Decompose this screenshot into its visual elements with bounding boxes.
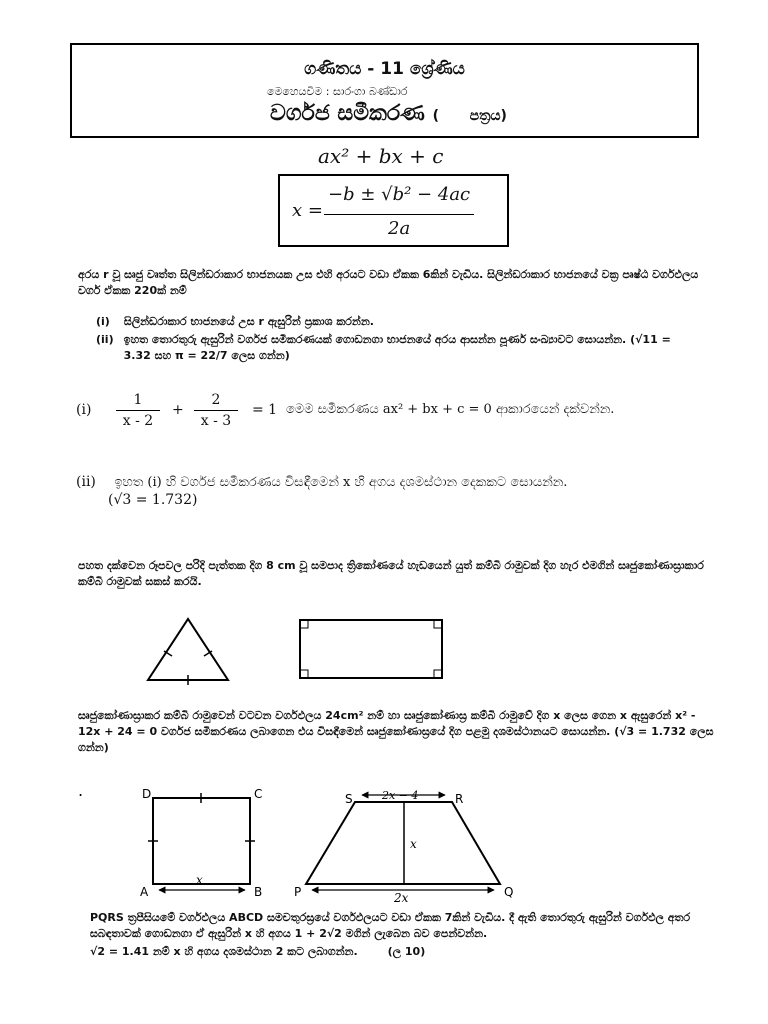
q2-equals: = 1	[252, 402, 278, 418]
q2-ii-note: (√3 = 1.732)	[108, 492, 198, 508]
stray-dot: .	[78, 781, 84, 800]
subject-title: ගණිතය - 11 ශ්‍රේණිය	[304, 59, 465, 79]
q1-ii-label: (ii)	[96, 333, 114, 346]
label-bottom-length: 2x	[394, 891, 409, 905]
formula-denominator: 2a	[388, 218, 411, 239]
label-S: S	[345, 792, 353, 806]
q2-frac1-den: x - 2	[122, 413, 154, 429]
trapezium-pqrs	[294, 789, 513, 905]
teacher-line: මෙහෙයවීම : සාරංගා බණ්ඩාර	[267, 85, 408, 98]
wire-rectangle	[300, 620, 442, 678]
title-text: වර්ගජ සමීකරණ	[270, 101, 425, 126]
label-Q: Q	[504, 885, 514, 899]
formula-numerator: −b ± √b² − 4ac	[328, 184, 471, 205]
label-C: C	[254, 787, 263, 801]
q2-frac2-den: x - 3	[200, 413, 232, 429]
formula-x: x =	[292, 200, 323, 221]
q2-frac2-num: 2	[211, 392, 221, 408]
label-D: D	[142, 787, 152, 801]
q2-plus: +	[172, 402, 184, 418]
q2-i-text: මෙම සමීකරණය ax² + bx + c = 0 ආකාරයෙන් දක්වන්න.	[286, 402, 615, 417]
q1-i-label: (i)	[96, 315, 110, 328]
general-form: ax² + bx + c	[318, 144, 444, 168]
q2-ii-text: ඉහත (i) හි වර්ගජ සමීකරණය විසඳීමෙන් x හි අගය දශමස්ථාන දෙකකට සොයන්න.	[114, 475, 568, 490]
equilateral-triangle	[148, 619, 228, 685]
q5-note: √2 = 1.41 නම් x හි අගය දශමස්ථාන 2 කට ලබාගන්න.	[90, 945, 358, 958]
q4-text: සෘජුකෝණාස්‍රාකර කම්බි රාමුවෙන් වටවන වර්ගඵලය 24cm² නම් හා සෘජුකෝණාස්‍ර කම්බි රාමුවේ දිග x ලෙස ගෙන x ඇසුරෙන් x² - 12x + 24 = 0 වර්ගජ සමීකරණය ලබාගෙන එය විසඳීමෙන් සෘජුකෝණාස්‍රයේ දිග පළමු දශමස්ථානයට සොයන්න. (√3 = 1.732 ලෙස ගන්න)	[78, 709, 714, 754]
label-A: A	[140, 885, 149, 899]
paper-label: පත්‍රය)	[469, 108, 507, 124]
label-P: P	[294, 885, 302, 899]
label-R: R	[455, 792, 464, 806]
square-abcd	[140, 787, 262, 899]
q3-text: පහත දක්වෙන රූපවල පරිදි පැත්තක දිග 8 cm වූ සමපාද ත්‍රිකෝණයේ හැඩයෙන් යුත් කම්බි රාමුවක් දිග හැර එමගින් සෘජුකෝණාස්‍රාකාර කම්බි රාමුවක් සකස් කරයි.	[78, 559, 704, 588]
q1-text: අරය r වූ සෘජු වෘත්ත සිලින්ඩරාකාර භාජනයක උස එහි අරයට වඩා ඒකක 6කින් වැඩිය. සිලින්ඩරාකාර භාජනයේ වක්‍ර පෘෂ්ඨ වර්ගඵලය වර්ග ඒකක 220ක් නම්	[78, 268, 699, 297]
q5-ref: (ල 10)	[387, 945, 426, 958]
label-height: x	[410, 837, 417, 851]
q1-ii-text: ඉහත තොරතුරු ඇසුරින් වර්ගජ සමීකරණයක් ගොඩනගා භාජනයේ අරය ආසන්න පූර්ණ සංඛ්‍යාවට සොයන්න. (√11 = 3.32 සහ π = 22/7 ලෙස ගන්න)	[123, 333, 671, 362]
q2-frac1-num: 1	[133, 392, 143, 408]
q2-i-label: (i)	[76, 402, 92, 418]
label-x-square: x	[196, 873, 203, 887]
q5-main: PQRS ත්‍රපීසියමේ වර්ගඵලය ABCD සමචතුරස්‍රයේ වර්ගඵලයට වඩා ඒකක 7කින් වැඩිය. දී ඇති තොරතුරු ඇසුරින් වර්ගඵල අතර සබඳතාවක් ගොඩනගා ඒ ඇසුරින් x හි අගය 1 + 2√2 මගින් ලැබෙන බව පෙන්වන්න.	[90, 911, 691, 940]
q2-ii-label: (ii)	[76, 474, 96, 490]
label-top-length: 2x − 4	[382, 789, 419, 802]
q1-i-text: සිලින්ඩරාකාර භාජනයේ උස r ඇසුරින් ප්‍රකාශ කරන්න.	[123, 315, 374, 328]
paper-open: (	[432, 108, 439, 124]
label-B: B	[254, 885, 263, 899]
